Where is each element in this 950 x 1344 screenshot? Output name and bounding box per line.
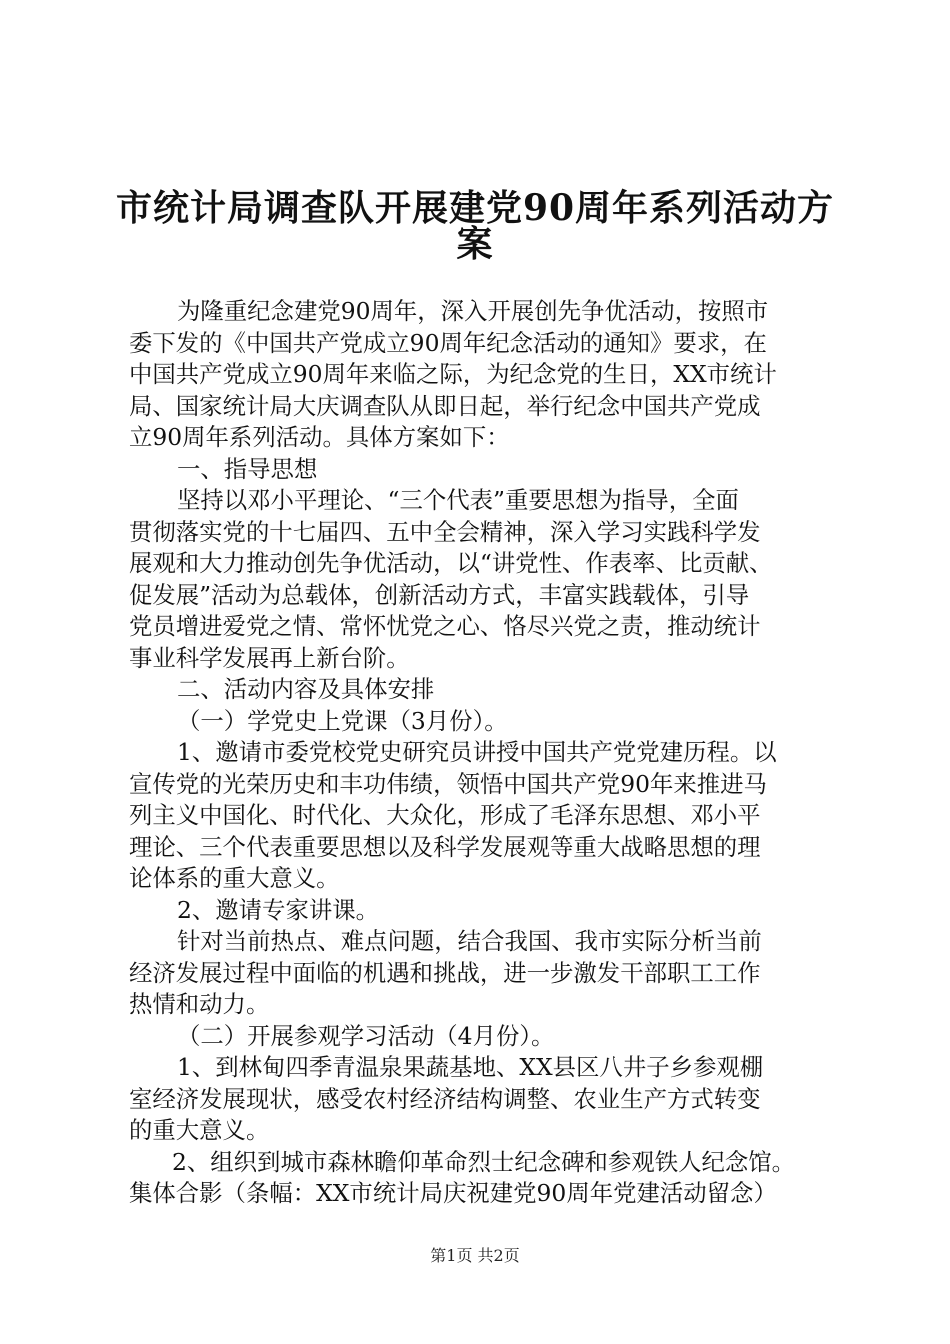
body-line: 1、到林甸四季青温泉果蔬基地、XX县区八井子乡参观棚 — [177, 1053, 764, 1081]
body-line: 理论、三个代表重要思想以及科学发展观等重大战略思想的理 — [129, 832, 761, 861]
section-heading: 二、活动内容及具体安排 — [177, 675, 435, 703]
body-line: 展观和大力推动创先争优活动，以“讲党性、作表率、比贡献、 — [129, 549, 773, 577]
section-heading: 一、指导思想 — [177, 454, 318, 483]
body-line: 1、邀请市委党校党史研究员讲授中国共产党党建历程。以 — [177, 738, 777, 766]
body-line: 针对当前热点、难点问题，结合我国、我市实际分析当前 — [177, 927, 762, 955]
body-line: 促发展”活动为总载体，创新活动方式，丰富实践载体，引导 — [129, 580, 750, 609]
body-line: 经济发展过程中面临的机遇和挑战，进一步激发干部职工工作 — [129, 958, 761, 987]
body-line: 中国共产党成立90周年来临之际，为纪念党的生日，XX市统计 — [129, 360, 777, 388]
body-line: 党员增进爱党之情、常怀忧党之心、恪尽兴党之责，推动统计 — [129, 612, 761, 640]
document-title-line-2: 案 — [456, 223, 494, 265]
body-line: 2、组织到城市森林瞻仰革命烈士纪念碑和参观铁人纪念馆。 — [172, 1147, 796, 1176]
body-line: 贯彻落实党的十七届四、五中全会精神，深入学习实践科学发 — [129, 517, 761, 546]
document-body — [129, 296, 829, 1210]
body-line: 2、邀请专家讲课。 — [177, 895, 380, 924]
body-line: 宣传党的光荣历史和丰功伟绩，领悟中国共产党90年来推进马 — [129, 769, 767, 798]
body-line: 为隆重纪念建党90周年，深入开展创先争优活动，按照市 — [177, 297, 769, 325]
body-line: 集体合影（条幅：XX市统计局庆祝建党90周年党建活动留念） — [129, 1179, 777, 1207]
body-line: 立90周年系列活动。具体方案如下： — [129, 423, 510, 451]
body-line: 委下发的《中国共产党成立90周年纪念活动的通知》要求，在 — [129, 328, 767, 357]
body-line: 坚持以邓小平理论、“三个代表”重要思想为指导，全面 — [177, 486, 739, 514]
body-line: 的重大意义。 — [129, 1116, 270, 1144]
subsection-heading: （一）学党史上党课（3月份）。 — [177, 706, 508, 735]
document-title-line-1: 市统计局调查队开展建党90周年系列活动方 — [115, 187, 835, 229]
subsection-heading: （二）开展参观学习活动（4月份）。 — [177, 1021, 555, 1050]
body-line: 列主义中国化、时代化、大众化，形成了毛泽东思想、邓小平 — [129, 801, 761, 829]
body-line: 局、国家统计局大庆调查队从即日起，举行纪念中国共产党成 — [129, 391, 761, 420]
body-line: 事业科学发展再上新台阶。 — [129, 643, 410, 672]
body-line: 论体系的重大意义。 — [129, 864, 340, 892]
body-line: 热情和动力。 — [129, 990, 270, 1018]
page-footer: 第1页 共2页 — [430, 1246, 520, 1265]
body-line: 室经济发展现状，感受农村经济结构调整、农业生产方式转变 — [129, 1084, 761, 1113]
